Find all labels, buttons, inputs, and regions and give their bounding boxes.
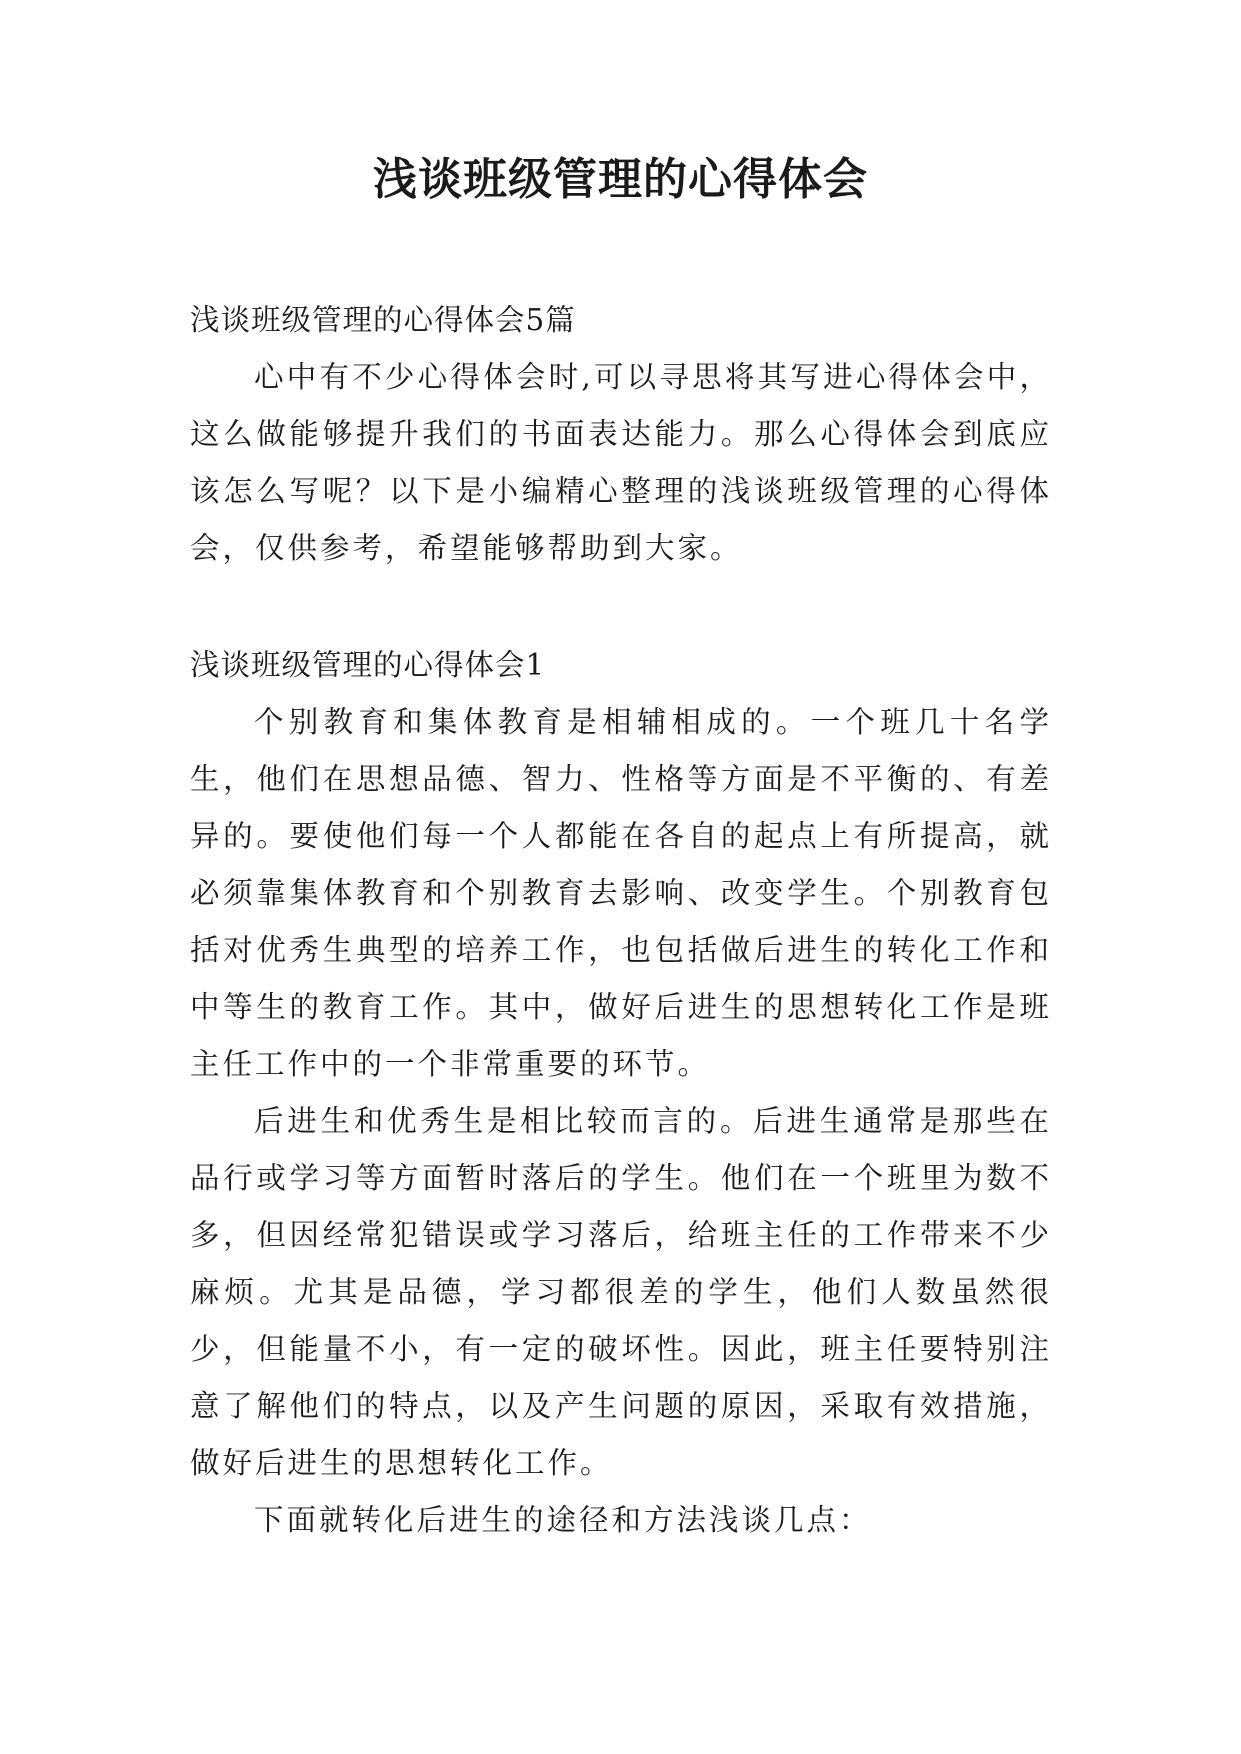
document-title: 浅谈班级管理的心得体会 (373, 154, 868, 205)
body-paragraph: 后进生和优秀生是相比较而言的。后进生通常是那些在品行或学习等方面暂时落后的学生。他们在一个班里为数不多，但因经常犯错误或学习落后，给班主任的工作带来不少麻烦。尤其是品德，学习都很差的学生，他们人数虽然很少，但能量不小，有一定的破坏性。因此，班主任要特别注意了解他们的特点，以及产生问题的原因，采取有效措施，做好后进生的思想转化工作。 (190, 1104, 1052, 1480)
section-heading: 浅谈班级管理的心得体会1 (190, 648, 546, 682)
document-subtitle: 浅谈班级管理的心得体会5篇 (190, 303, 576, 337)
intro-paragraph: 心中有不少心得体会时,可以寻思将其写进心得体会中，这么做能够提升我们的书面表达能力。那么心得体会到底应该怎么写呢？以下是小编精心整理的浅谈班级管理的心得体会，仅供参考，希望能够帮助到大家。 (190, 360, 1052, 565)
body-paragraph: 下面就转化后进生的途径和方法浅谈几点： (254, 1503, 872, 1537)
document-body (190, 292, 1052, 1549)
body-paragraph: 个别教育和集体教育是相辅相成的。一个班几十名学生，他们在思想品德、智力、性格等方面是不平衡的、有差异的。要使他们每一个人都能在各自的起点上有所提高，就必须靠集体教育和个别教育去影响、改变学生。个别教育包括对优秀生典型的培养工作，也包括做后进生的转化工作和中等生的教育工作。其中，做好后进生的思想转化工作是班主任工作中的一个非常重要的环节。 (190, 705, 1052, 1081)
section-spacer (190, 577, 1052, 637)
